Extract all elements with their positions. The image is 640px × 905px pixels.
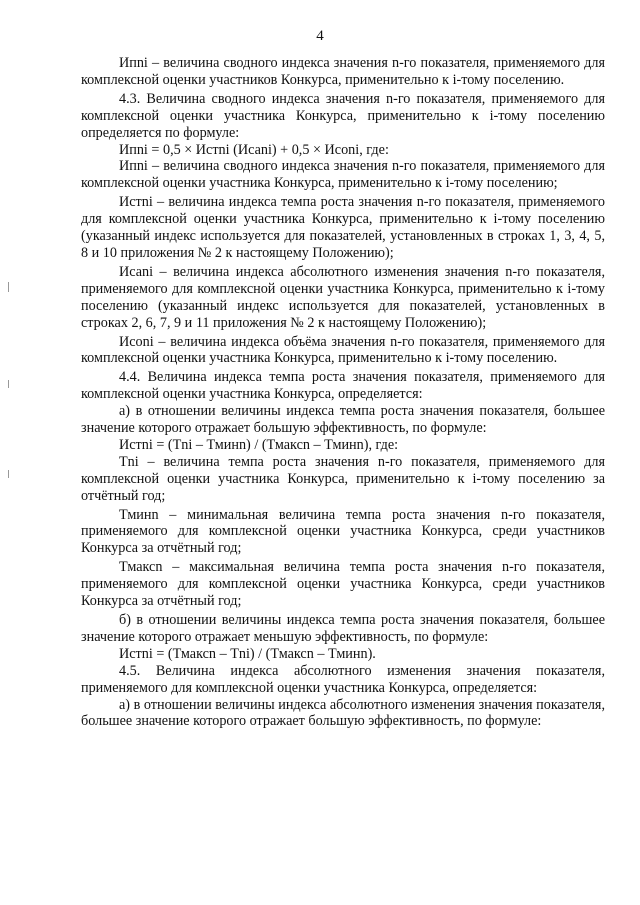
paragraph: Ипni – величина сводного индекса значения n-го показателя, применяемого для комплексной оценки участников Конкурса, применительно к i-тому поселению. <box>81 55 605 88</box>
paragraph: 4.3. Величина сводного индекса значения n-го показателя, применяемого для комплексной оценки участника Конкурса, применительно к i-тому поселению определяется по формуле: <box>81 90 605 141</box>
scan-edge-mark <box>8 470 9 478</box>
paragraph: Ипni – величина сводного индекса значения n-го показателя, применяемого для комплексной оценки участника Конкурса, применительно к i-тому поселению; <box>81 158 605 192</box>
page-number: 4 <box>316 28 324 44</box>
formula: Истni = (Тni – Тминn) / (Тмаксn – Тминn), где: <box>119 436 399 453</box>
scan-edge-mark <box>8 380 9 388</box>
document-body <box>81 55 605 730</box>
paragraph: Исоni – величина индекса объёма значения n-го показателя, применяемого для комплексной оценки участника Конкурса, применительно к i-тому поселению. <box>81 333 605 367</box>
paragraph: б) в отношении величины индекса темпа роста значения показателя, большее значение которого отражает меньшую эффективность, по формуле: <box>81 612 605 645</box>
paragraph: Истni – величина индекса темпа роста значения n-го показателя, применяемого для комплексной оценки участника Конкурса, применительно к i-тому поселению (указанный индекс используется для показателей, установленных в строках 1, 3, 4, 5, 8 и 10 приложения № 2 к настоящему Положению); <box>81 194 605 261</box>
paragraph: Исаni – величина индекса абсолютного изменения значения n-го показателя, применяемого для комплексной оценки участника Конкурса, применительно к i-тому поселению (указанный индекс используется для показателей, установленных в строках 2, 6, 7, 9 и 11 приложения № 2 к настоящему Положению); <box>81 263 605 331</box>
paragraph: 4.4. Величина индекса темпа роста значения показателя, применяемого для комплексной оценки участника Конкурса, определяется: <box>81 369 605 403</box>
paragraph: а) в отношении величины индекса темпа роста значения показателя, большее значение которого отражает большую эффективность, по формуле: <box>81 403 605 437</box>
paragraph: а) в отношении величины индекса абсолютного изменения значения показателя, большее значение которого отражает большую эффективность, по формуле: <box>81 696 605 730</box>
scan-edge-mark <box>8 282 9 292</box>
paragraph: Тмаксn – максимальная величина темпа роста значения n-го показателя, применяемого для комплексной оценки участника Конкурса, среди участников Конкурса за отчётный год; <box>81 559 605 610</box>
paragraph: Тминn – минимальная величина темпа роста значения n-го показателя, применяемого для комплексной оценки участника Конкурса, среди участников Конкурса за отчётный год; <box>81 506 605 557</box>
formula: Ипni = 0,5 × Истni (Исаni) + 0,5 × Исоni, где: <box>119 141 389 158</box>
formula: Истni = (Тмаксn – Тni) / (Тмаксn – Тминn). <box>119 645 376 662</box>
paragraph: 4.5. Величина индекса абсолютного изменения значения показателя, применяемого для комплексной оценки участника Конкурса, определяется: <box>81 662 605 696</box>
paragraph: Тni – величина темпа роста значения n-го показателя, применяемого для комплексной оценки участника Конкурса, применительно к i-тому поселению за отчётный год; <box>81 453 605 504</box>
